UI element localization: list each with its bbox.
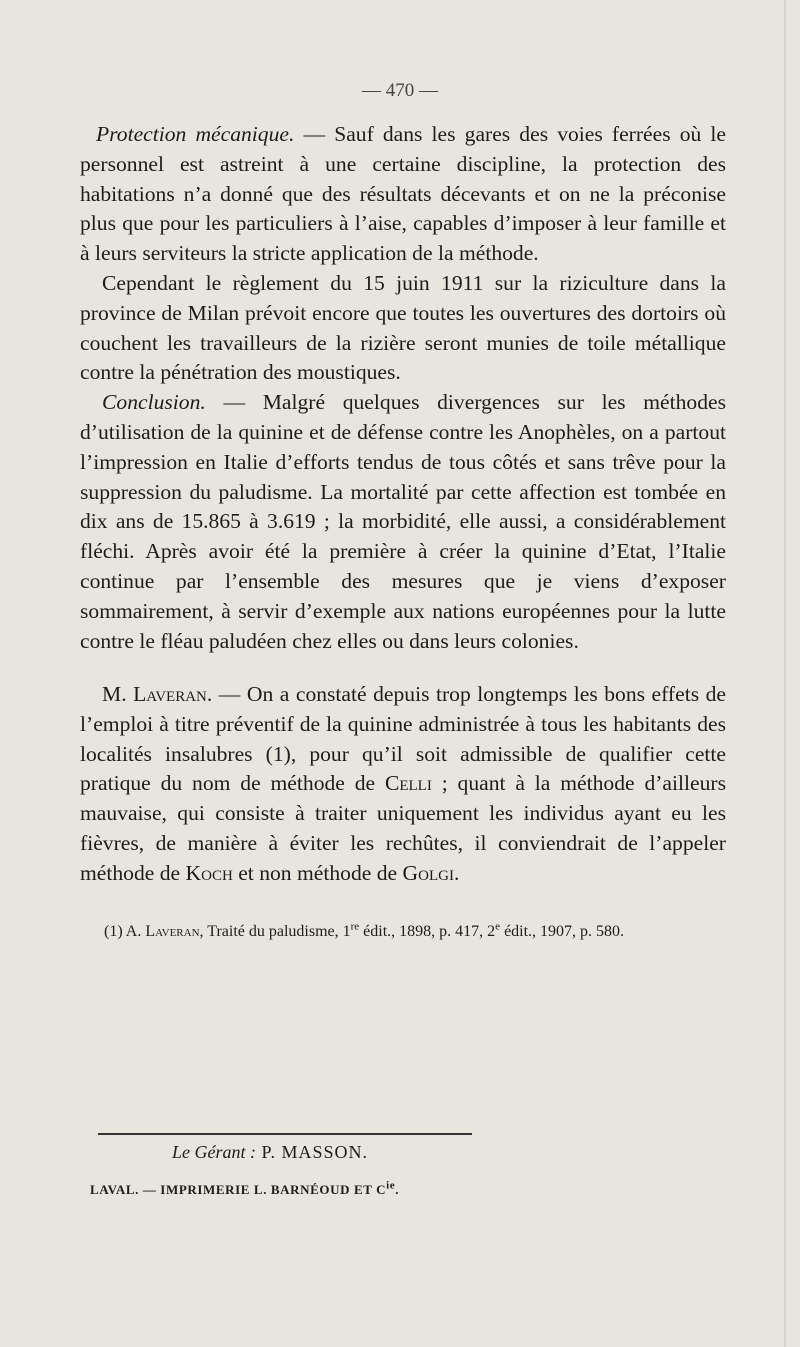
section-lead-protection: Protection mécanique.: [96, 122, 295, 146]
printer-superscript: ie: [386, 1179, 396, 1192]
printer-text: .: [395, 1182, 400, 1197]
person-name-koch: Koch: [185, 860, 233, 885]
paragraph-text: ; quant à la méthode d’ailleurs mauvaise, qui consiste à traiter uniquement les individus ayant eu les fièvres, de manière à éviter les rechûtes, il conviendrait de l’appeler méthode de: [80, 771, 726, 885]
footnote-superscript: re: [350, 920, 360, 933]
footnote-text: (1) A.: [104, 923, 146, 940]
horizontal-rule: [98, 1133, 472, 1135]
paragraph-protection-mecanique: [80, 120, 726, 269]
laveran-remark-block: [80, 680, 726, 889]
speaker-name: M. Laveran.: [102, 682, 213, 706]
gerant-name: P. MASSON.: [256, 1142, 369, 1162]
footnote-superscript: e: [495, 920, 501, 933]
paragraph-text: et non méthode de: [232, 860, 403, 885]
paragraph-laveran: [80, 680, 726, 889]
paragraph-text: — Sauf dans les gares des voies ferrées où le personnel est astreint à une certaine discipline, la protection des habitations n’a donné que des résultats décevants et on ne la préconise plus que pour les particuliers à l’aise, capables d’imposer à leur famille et à leurs serviteurs la stricte application de la méthode.: [80, 122, 726, 266]
footnote-author: Laveran: [145, 923, 200, 940]
gerant-label: Le Gérant :: [172, 1142, 256, 1162]
paragraph-reglement: [80, 269, 726, 388]
paragraph-conclusion: [80, 388, 726, 656]
gerant-line: [172, 1142, 368, 1163]
printer-imprint: [90, 1179, 400, 1198]
footnote-text: , Traité du paludisme, 1: [199, 923, 351, 940]
section-lead-conclusion: Conclusion.: [102, 390, 206, 415]
page-number: — 470 —: [362, 80, 438, 101]
person-name-celli: Celli: [384, 771, 432, 796]
main-text-block: [80, 120, 726, 656]
paragraph-text: — Malgré quelques divergences sur les méthodes d’utilisation de la quinine et de défense contre les Anophèles, on a partout l’impression en Italie d’efforts tendus de tous côtés et sans trêve pour la suppression du paludisme. La mortalité par cette affection est tombée en dix ans de 15.865 à 3.619 ; la morbidité, elle aussi, a considérablement fléchi. Après avoir été la première à créer la quinine d’Etat, l’Italie continue par l’ensemble des mesures que je viens d’exposer sommairement, à servir d’exemple aux nations européennes pour la lutte contre le fléau paludéen chez elles ou dans leurs colonies.: [80, 390, 726, 653]
footnote: [80, 920, 726, 944]
person-name-golgi: Golgi: [402, 860, 454, 885]
paragraph-text: Cependant le règlement du 15 juin 1911 sur la riziculture dans la province de Milan prévoit encore que toutes les ouvertures des dortoirs où couchent les travailleurs de la rizière seront munies de toile métallique contre la pénétration des moustiques.: [80, 270, 726, 385]
paragraph-text: .: [453, 860, 460, 885]
paragraph-text: — On a constaté depuis trop longtemps les bons effets de l’emploi à titre préventif de la quinine administrée à tous les habitants des localités insalubres (1), pour qu’il soit admissible de qualifier cette pratique du nom de méthode de: [80, 682, 726, 796]
footnote-text: édit., 1907, p. 580.: [500, 923, 625, 940]
printer-text: LAVAL. — IMPRIMERIE L. BARNÉOUD ET C: [90, 1182, 387, 1197]
page-fold-shadow: [784, 0, 786, 1347]
footnote-text: édit., 1898, p. 417, 2: [359, 923, 496, 940]
